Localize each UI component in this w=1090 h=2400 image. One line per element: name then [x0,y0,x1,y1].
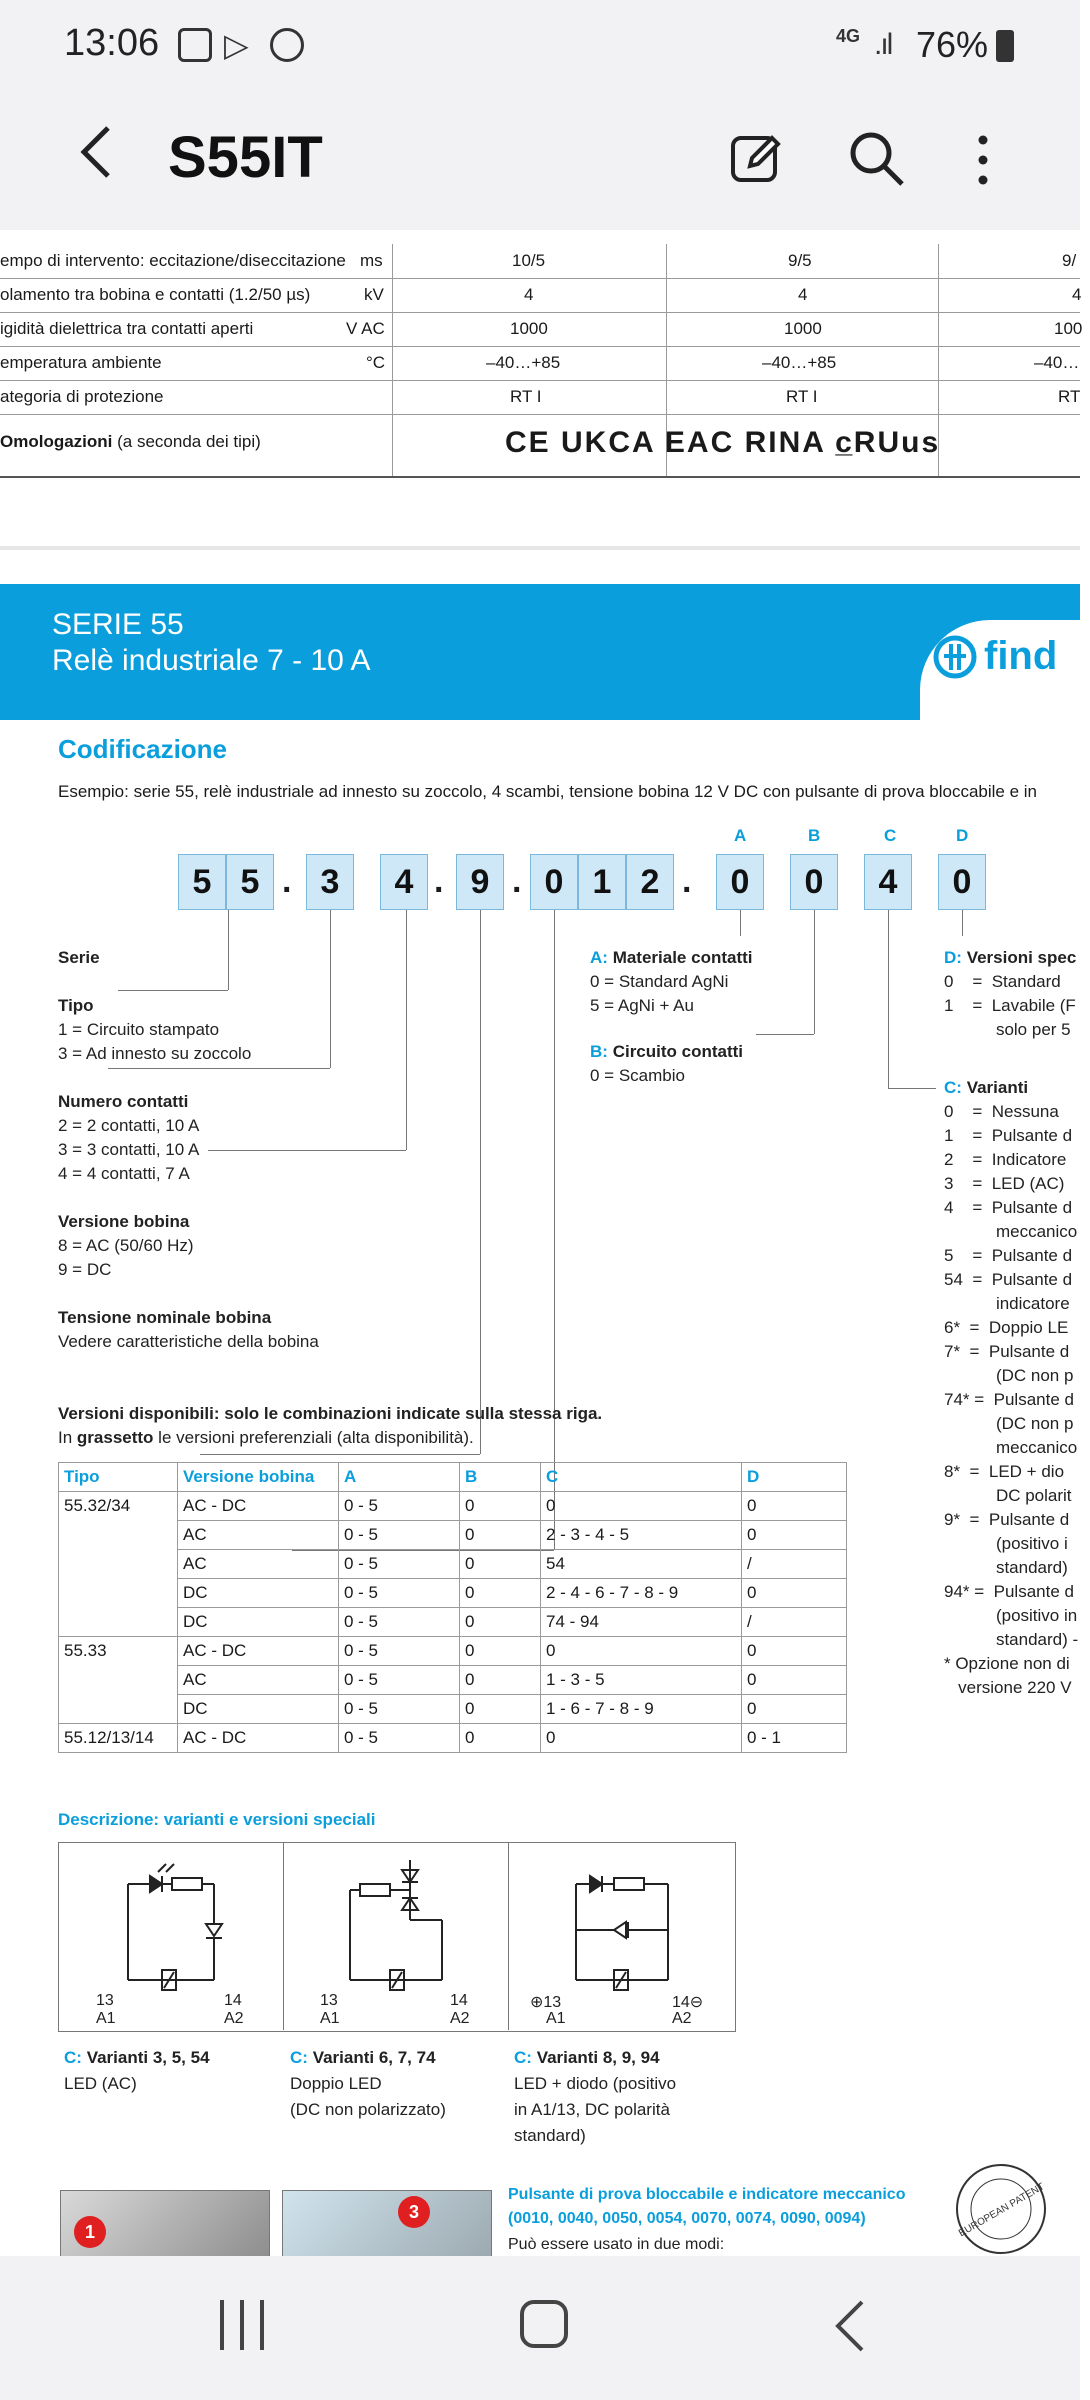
pin-label: 14⊖ [672,1994,704,2011]
table-row [59,1637,847,1666]
signal-icon: .ıl [874,28,892,61]
table-cell: 0 - 5 [339,1550,460,1579]
table-cell: 55.33 [59,1637,178,1666]
table-cell: 54 [541,1550,742,1579]
variant-line: indicatore [944,1294,1070,1313]
table-cell: 0 [541,1637,742,1666]
leader-line [814,910,815,1034]
variant-line: (DC non p [944,1366,1074,1385]
label-versione-bobina: Versione bobina [58,1212,190,1231]
pin-label: A2 [224,2010,244,2027]
finder-logo-icon [932,634,978,680]
document-viewer[interactable] [0,230,1083,2253]
versions-subtitle: In grassetto le versioni preferenziali (alta disponibilità). [58,1428,474,1447]
table-cell: DC [178,1579,339,1608]
variant-line: 94* = Pulsante d [944,1582,1074,1601]
versions-table [58,1462,847,1753]
table-cell: 55.32/34 [59,1492,178,1521]
table-cell: 2 - 3 - 4 - 5 [541,1521,742,1550]
variant-line: versione 220 V [944,1678,1072,1697]
code-digit: 2 [626,854,674,910]
label-line: 1 = Circuito stampato [58,1020,220,1039]
code-digit: 0 [938,854,986,910]
variant-line: 54 = Pulsante d [944,1270,1073,1289]
table-cell: 0 - 5 [339,1637,460,1666]
code-separator: . [434,862,444,900]
table-cell [59,1608,178,1637]
table-cell: 0 [742,1695,847,1724]
leader-line [228,910,229,990]
pin-label: 13 [320,1992,338,2009]
table-cell: AC - DC [178,1492,339,1521]
table-cell: AC - DC [178,1724,339,1753]
table-row [59,1695,847,1724]
gallery-icon [178,28,212,62]
more-vert-icon[interactable] [968,132,998,188]
panel-caption-line: Doppio LED [290,2074,382,2093]
label-line: 9 = DC [58,1260,112,1279]
variant-line: (positivo i [944,1534,1068,1553]
circuit-diagram-led-ac [80,1850,260,1990]
column-header: Tipo [59,1463,178,1492]
table-row: olamento tra bobina e contatti (1.2/50 µs) kV 4 4 4 [0,278,1080,313]
pin-label: A1 [546,2010,566,2027]
table-row [59,1550,847,1579]
label-line: Vedere caratteristiche della bobina [58,1332,319,1351]
variant-line: 7* = Pulsante d [944,1342,1070,1361]
leader-line [740,910,741,936]
label-line: 2 = 2 contatti, 10 A [58,1116,200,1135]
label-line: 3 = Ad innesto su zoccolo [58,1044,252,1063]
leader-line [330,910,331,1068]
table-cell: 2 - 4 - 6 - 7 - 8 - 9 [541,1579,742,1608]
pulsante-codes: (0010, 0040, 0050, 0054, 0070, 0074, 0090, 0094) [508,2210,866,2227]
pulsante-title: Pulsante di prova bloccabile e indicatore meccanico [508,2186,906,2203]
label-line: 3 = 3 contatti, 10 A [58,1140,200,1159]
panel-caption-line: LED + diodo (positivo [514,2074,677,2093]
code-letter: D [956,826,969,845]
back-nav-button[interactable] [830,2298,870,2354]
leader-line [108,1068,330,1069]
code-letter: C [884,826,897,845]
table-cell: AC [178,1666,339,1695]
label-tensione-nominale: Tensione nominale bobina [58,1308,272,1327]
label-serie: Serie [58,948,100,967]
table-cell: DC [178,1608,339,1637]
battery-level: 76% [916,24,989,65]
pin-label: A1 [96,2010,116,2027]
pin-label: A2 [672,2010,692,2027]
table-row: ategoria di protezione RT I RT I RT [0,380,1080,415]
table-cell: 0 [460,1521,541,1550]
table-cell: 0 [742,1579,847,1608]
battery-icon [996,30,1014,62]
label-line: 0 = Scambio [590,1066,685,1085]
code-digit: 4 [864,854,912,910]
column-header: B [460,1463,541,1492]
series-subtitle: Relè industriale 7 - 10 A [52,644,371,677]
table-cell: 1 - 3 - 5 [541,1666,742,1695]
code-separator: . [682,862,692,900]
label-b: B: Circuito contatti [590,1042,744,1061]
leader-line [962,910,963,936]
circuit-diagram-led-diode [530,1850,710,1990]
table-cell: DC [178,1695,339,1724]
table-row: empo di intervento: eccitazione/diseccitazione ms 10/5 9/5 9/ [0,244,1080,279]
variant-line: 9* = Pulsante d [944,1510,1070,1529]
code-digit: 9 [456,854,504,910]
label-c: C: Varianti [944,1078,1029,1097]
label-line: 0 = Standard AgNi [590,972,729,991]
pin-label: A1 [320,2010,340,2027]
section-heading: Codificazione [58,734,228,764]
edit-icon[interactable] [728,130,784,186]
label-numero-contatti: Numero contatti [58,1092,189,1111]
table-row [59,1724,847,1753]
table-cell: 0 [460,1695,541,1724]
table-cell: 0 [460,1579,541,1608]
app-bar [0,96,1080,230]
table-cell: 0 [460,1492,541,1521]
table-row: igidità dielettrica tra contatti aperti V AC 1000 1000 100 [0,312,1080,347]
table-cell: 0 - 5 [339,1724,460,1753]
label-d: D: Versioni spec [944,948,1077,967]
panel-caption: C: Varianti 6, 7, 74 [290,2048,436,2067]
leader-line [756,1034,814,1035]
code-separator: . [512,862,522,900]
leader-line [888,1088,936,1089]
column-header: Versione bobina [178,1463,339,1492]
sync-icon [270,28,304,62]
label-a: A: Materiale contatti [590,948,753,967]
code-digit: 0 [790,854,838,910]
table-cell [59,1521,178,1550]
variant-line: 5 = Pulsante d [944,1246,1073,1265]
table-cell: 74 - 94 [541,1608,742,1637]
code-digit: 3 [306,854,354,910]
back-arrow-icon[interactable] [70,122,130,182]
logo-text: find [984,634,1058,678]
table-cell: 0 - 5 [339,1608,460,1637]
code-digit: 1 [578,854,626,910]
table-cell: 55.12/13/14 [59,1724,178,1753]
status-time: 13:06 [64,22,160,64]
variant-line: 0 = Nessuna [944,1102,1059,1121]
example-text: Esempio: serie 55, relè industriale ad innesto su zoccolo, 4 scambi, tensione bobina 12 V DC con pulsante di prova bloccabile e in [58,782,1038,801]
table-cell: 0 - 5 [339,1579,460,1608]
page-separator [0,546,1080,550]
table-cell [59,1579,178,1608]
label-tipo: Tipo [58,996,94,1015]
table-cell: 0 [541,1492,742,1521]
leader-line [480,910,481,1454]
table-cell: 0 [742,1521,847,1550]
table-cell: AC - DC [178,1637,339,1666]
leader-line [888,910,889,1088]
pin-label: 13 [96,1992,114,2009]
table-row [59,1666,847,1695]
pin-label: ⊕13 [530,1994,562,2011]
label-line: 8 = AC (50/60 Hz) [58,1236,194,1255]
table-cell: 0 [742,1666,847,1695]
approval-marks: CE UKCA EAC RINA c̲RUus [505,426,941,459]
pulsante-text: Può essere usato in due modi: [508,2236,725,2253]
table-row [59,1492,847,1521]
european-patent-seal-icon [954,2162,1048,2256]
play-store-icon: ▷ [224,27,249,63]
table-row [59,1521,847,1550]
home-button[interactable] [520,2300,568,2348]
table-cell [59,1666,178,1695]
code-digit: 4 [380,854,428,910]
table-cell: 0 [460,1637,541,1666]
code-digit: 5 [178,854,226,910]
variant-line: 8* = LED + dio [944,1462,1065,1481]
panel-caption-line: in A1/13, DC polarità [514,2100,670,2119]
table-cell: 0 [460,1666,541,1695]
callout-badge: 1 [74,2216,106,2248]
panel-caption-line: standard) [514,2126,586,2145]
circuit-diagram-double-led [306,1850,486,1990]
table-cell: 0 - 5 [339,1695,460,1724]
table-row: emperatura ambiente °C –40…+85 –40…+85 –40… [0,346,1080,381]
leader-line [118,990,228,991]
table-row: Omologazioni (a seconda dei tipi) CE UKCA EAC RINA c̲RUus [0,414,1080,478]
variant-line: (positivo in [944,1606,1078,1625]
variant-line: standard) - [944,1630,1079,1649]
column-header: D [742,1463,847,1492]
table-cell [59,1695,178,1724]
table-cell: 1 - 6 - 7 - 8 - 9 [541,1695,742,1724]
variant-line: 2 = Indicatore [944,1150,1067,1169]
pin-label: 14 [450,1992,468,2009]
column-header: C [541,1463,742,1492]
panel-caption-line: LED (AC) [64,2074,137,2093]
column-header: A [339,1463,460,1492]
panel-caption-line: (DC non polarizzato) [290,2100,446,2119]
recent-apps-button[interactable] [218,2300,266,2350]
table-cell: / [742,1608,847,1637]
table-cell: 0 - 5 [339,1521,460,1550]
variant-line: 74* = Pulsante d [944,1390,1074,1409]
table-cell [59,1550,178,1579]
variant-line: 6* = Doppio LE [944,1318,1069,1337]
variant-line: standard) [944,1558,1068,1577]
label-line: 1 = Lavabile (F [944,996,1076,1015]
label-line: 4 = 4 contatti, 7 A [58,1164,190,1183]
code-letter: A [734,826,747,845]
label-line: 5 = AgNi + Au [590,996,694,1015]
code-letter: B [808,826,821,845]
svg-text:EUROPEAN PATENT: EUROPEAN PATENT [957,2181,1047,2240]
table-cell: 0 [460,1608,541,1637]
table-cell: 0 [460,1724,541,1753]
table-cell: AC [178,1550,339,1579]
table-cell: 0 - 5 [339,1666,460,1695]
variant-line: meccanico [944,1438,1078,1457]
table-row [59,1608,847,1637]
panel-divider [283,1842,284,2030]
search-icon[interactable] [846,128,906,188]
variant-line: * Opzione non di [944,1654,1070,1673]
pin-label: A2 [450,2010,470,2027]
label-line: solo per 5 [944,1020,1071,1039]
description-heading: Descrizione: varianti e versioni speciali [58,1810,376,1829]
table-cell: 0 - 5 [339,1492,460,1521]
page-title: S55IT [168,125,323,190]
versions-title: Versioni disponibili: solo le combinazioni indicate sulla stessa riga. [58,1404,603,1423]
table-cell: / [742,1550,847,1579]
code-digit: 5 [226,854,274,910]
table-cell: 0 [742,1637,847,1666]
leader-line [200,1454,480,1455]
pin-label: 14 [224,1992,242,2009]
table-cell: 0 [541,1724,742,1753]
leader-line [554,910,555,1550]
network-type: 4G [836,26,861,46]
variant-line: meccanico [944,1222,1078,1241]
variant-line: 1 = Pulsante d [944,1126,1073,1145]
table-cell: AC [178,1521,339,1550]
code-digit: 0 [530,854,578,910]
series-title: SERIE 55 [52,608,184,641]
variant-line: (DC non p [944,1414,1074,1433]
panel-caption: C: Varianti 3, 5, 54 [64,2048,210,2067]
table-row [59,1579,847,1608]
table-cell: 0 [460,1550,541,1579]
table-cell: 0 [742,1492,847,1521]
leader-line [406,910,407,1150]
variant-line: DC polarit [944,1486,1072,1505]
panel-caption: C: Varianti 8, 9, 94 [514,2048,660,2067]
panel-divider [508,1842,509,2030]
leader-line [208,1150,406,1151]
variant-line: 3 = LED (AC) [944,1174,1065,1193]
label-line: 0 = Standard [944,972,1061,991]
code-digit: 0 [716,854,764,910]
callout-badge: 3 [398,2196,430,2228]
variant-line: 4 = Pulsante d [944,1198,1073,1217]
code-separator: . [282,862,292,900]
table-cell: 0 - 1 [742,1724,847,1753]
